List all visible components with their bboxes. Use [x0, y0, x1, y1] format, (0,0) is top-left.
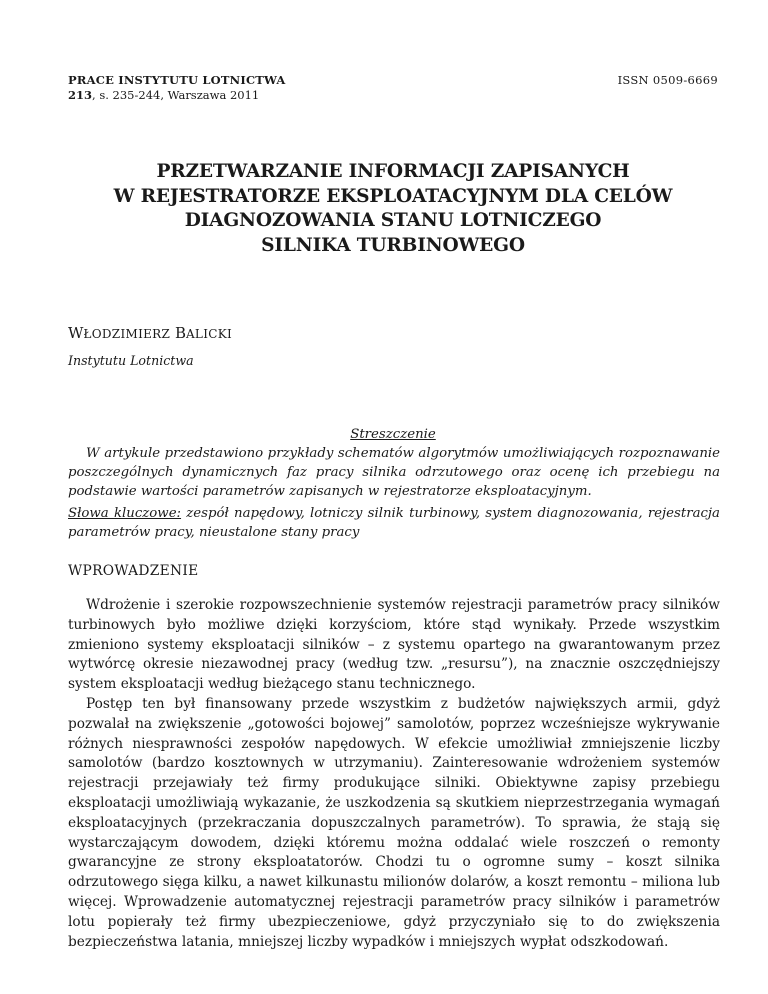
author-last-rest: ALICKI [185, 327, 233, 341]
title-line: PRZETWARZANIE INFORMACJI ZAPISANYCH [156, 161, 630, 182]
abstract-heading: Streszczenie [350, 427, 436, 442]
title-line: DIAGNOZOWANIA STANU LOTNICZEGO [184, 210, 602, 231]
author-affiliation: Instytutu Lotnictwa [68, 353, 194, 368]
title-line: W REJESTRATORZE EKSPLOATACYJNYM DLA CELÓW [113, 185, 673, 207]
author-first-rest: ŁODZIMIERZ [83, 327, 171, 341]
title-line: SILNIKA TURBINOWEGO [261, 234, 525, 256]
issn: ISSN 0509-6669 [617, 73, 718, 87]
keywords-label: Słowa kluczowe: [68, 506, 182, 521]
abstract-text: W artykule przedstawiono przykłady schematów algorytmów umożliwiających rozpoznawanie poszczególnych dynamicznych faz pracy silnika odrzutowego oraz ocenę ich przebiegu na podstawie wartości parametrów zapisanych w rejestratorze eksploatacyjnym. [68, 446, 720, 499]
issue-line [68, 88, 286, 103]
paragraph: Postęp ten był finansowany przede wszystkim z budżetów największych armii, gdyż pozwalał na zwiększenie „gotowości bojowej” samolotów, poprzez wcześniejsze wykrywanie różnych niesprawności zespołów napędowych. W efekcie umożliwiał zmniejszenie liczby samolotów (bardzo kosztownych w utrzymaniu). Zainteresowanie wdrożeniem systemów rejestracji przejawiały też firmy produkujące silniki. Obiektywne zapisy przebiegu eksploatacji umożliwiają wykazanie, że uszkodzenia są skutkiem nieprzestrzegania wymagań eksploatacyjnych (przekraczania dopuszczalnych parametrów). To sprawia, że stają się wystarczającym dowodem, dzięki któremu można oddalać wiele roszczeń o remonty gwarancyjne ze strony eksploatatorów. Chodzi tu o ogromne sumy – koszt silnika odrzutowego sięga kilku, a nawet kilkunastu milionów dolarów, a koszt remontu – miliona lub więcej. Wprowadzenie automatycznej rejestracji parametrów pracy silników i parametrów lotu popierały też firmy ubezpieczeniowe, gdyż przyczyniało się to do zwiększenia bezpieczeństwa latania, mniejszej liczby wypadków i mniejszych wypłat odszkodowań. [68, 695, 720, 950]
section-heading: WPROWADZENIE [68, 563, 199, 579]
journal-name: PRACE INSTYTUTU LOTNICTWA [68, 73, 286, 87]
issue-number: 213 [68, 88, 93, 102]
section-body [68, 596, 720, 952]
journal-info [68, 73, 286, 103]
paragraph: Wdrożenie i szerokie rozpowszechnienie systemów rejestracji parametrów pracy silników turbinowych było możliwe dzięki korzyściom, które stąd wynikały. Przede wszystkim zmieniono systemy eksploatacji silników – z systemu opartego na gwarantowanym przez wytwórcę okresie niezawodnej pracy (według tzw. „resursu”), na znacznie oszczędniejszy system eksploatacji według bieżącego stanu technicznego. [68, 597, 720, 693]
author-last-initial: B [174, 324, 186, 342]
author-first-initial: W [68, 324, 84, 342]
keywords-text: zespół napędowy, lotniczy silnik turbinowy, system diagnozowania, rejestracja parametrów pracy, nieustalone stany pracy [68, 506, 720, 540]
author-name [68, 324, 232, 342]
issue-details: , s. 235-244, Warszawa 2011 [92, 88, 260, 102]
paper-title [68, 160, 718, 258]
keywords [68, 504, 720, 542]
